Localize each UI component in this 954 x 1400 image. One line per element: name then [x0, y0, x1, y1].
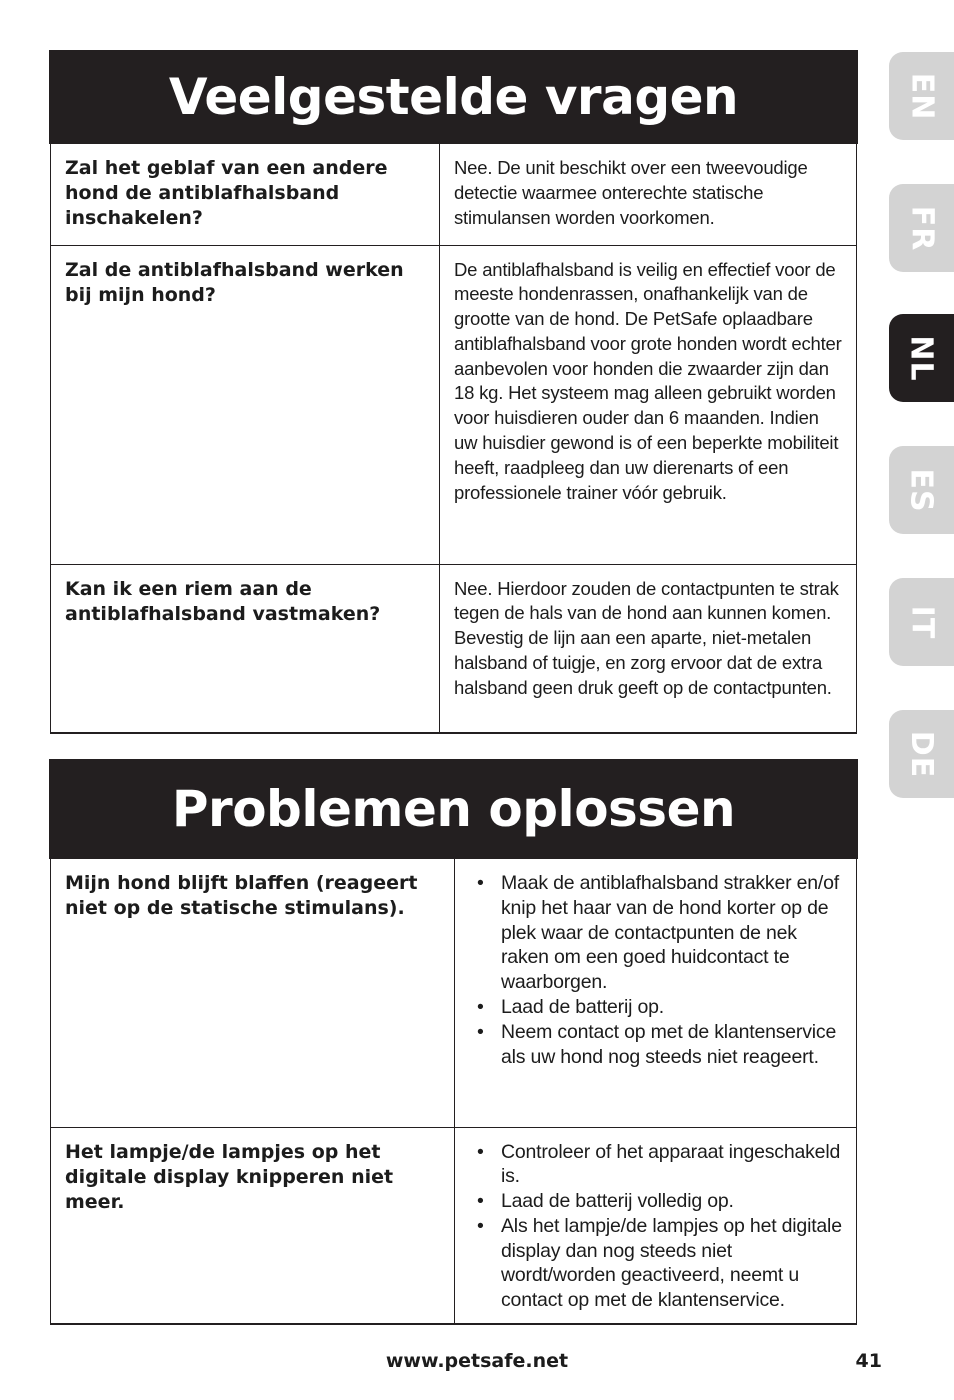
list-item: • Neem contact op met de klantenservice als uw hond nog steeds niet reageert.	[477, 1020, 846, 1070]
faq-question: Kan ik een riem aan de antiblafhalsband vastmaken?	[51, 564, 440, 733]
list-item: • Als het lampje/de lampjes op het digitale display dan nog steeds niet wordt/worden geactiveerd, neemt u contact op met de klantenservice.	[477, 1214, 846, 1313]
faq-answer: Nee. Hierdoor zouden de contactpunten te strak tegen de hals van de hond aan kunnen komen. Bevestig de lijn aan een aparte, niet-metalen halsband of tuigje, en zorg ervoor dat de extra halsband geen druk geeft op de contactpunten.	[440, 564, 857, 733]
tab-label: FR	[904, 205, 939, 251]
faq-question: Zal het geblaf van een andere hond de antiblafhalsband inschakelen?	[51, 144, 440, 245]
faq-answer: Nee. De unit beschikt over een tweevoudige detectie waarmee onterechte statische stimulansen worden voorkomen.	[440, 144, 857, 245]
table-row	[51, 1127, 857, 1324]
tab-en[interactable]	[889, 52, 954, 140]
problem-text: Het lampje/de lampjes op het digitale display knipperen niet meer.	[51, 1127, 455, 1324]
faq-title: Veelgestelde vragen	[49, 50, 858, 144]
list-item: • Laad de batterij volledig op.	[477, 1189, 846, 1214]
tab-label: IT	[903, 605, 939, 639]
faq-table	[50, 144, 857, 734]
troubleshooting-table	[50, 859, 857, 1325]
tab-es[interactable]	[889, 446, 954, 534]
tab-label: ES	[903, 467, 939, 513]
faq-question: Zal de antiblafhalsband werken bij mijn hond?	[51, 245, 440, 564]
tab-label: DE	[904, 730, 939, 778]
troubleshooting-title: Problemen oplossen	[49, 759, 858, 859]
tab-fr[interactable]	[889, 184, 954, 272]
tab-it[interactable]	[889, 578, 954, 666]
tab-label: EN	[903, 72, 939, 120]
tab-de[interactable]	[889, 710, 954, 798]
solution-cell	[455, 859, 857, 1127]
faq-answer: De antiblafhalsband is veilig en effectief voor de meeste hondenrassen, onafhankelijk van de grootte van de hond. De PetSafe oplaadbare antiblafhalsband voor grote honden wordt echter aanbevolen voor honden die zwaarder zijn dan 18 kg. Het systeem mag alleen gebruikt worden voor huisdieren ouder dan 6 maanden. Indien uw huisdier gewond is of een beperkte mobiliteit heeft, raadpleeg dan uw dierenarts of een professionele trainer vóór gebruik.	[440, 245, 857, 564]
tab-nl[interactable]	[889, 314, 954, 402]
problem-text: Mijn hond blijft blaffen (reageert niet op de statische stimulans).	[51, 859, 455, 1127]
page-number: 41	[855, 1350, 882, 1372]
list-item: • Laad de batterij op.	[477, 995, 846, 1020]
footer-url: www.petsafe.net	[385, 1350, 569, 1372]
list-item: • Controleer of het apparaat ingeschakeld is.	[477, 1140, 846, 1190]
table-row	[51, 144, 857, 245]
solution-list	[477, 1140, 846, 1314]
table-row	[51, 245, 857, 564]
table-row	[51, 564, 857, 733]
solution-list	[477, 871, 846, 1069]
tab-label: NL	[903, 334, 939, 382]
solution-cell	[455, 1127, 857, 1324]
table-row	[51, 859, 857, 1127]
list-item: • Maak de antiblafhalsband strakker en/of knip het haar van de hond korter op de plek waar de contactpunten de nek raken om een goed huidcontact te waarborgen.	[477, 871, 846, 995]
